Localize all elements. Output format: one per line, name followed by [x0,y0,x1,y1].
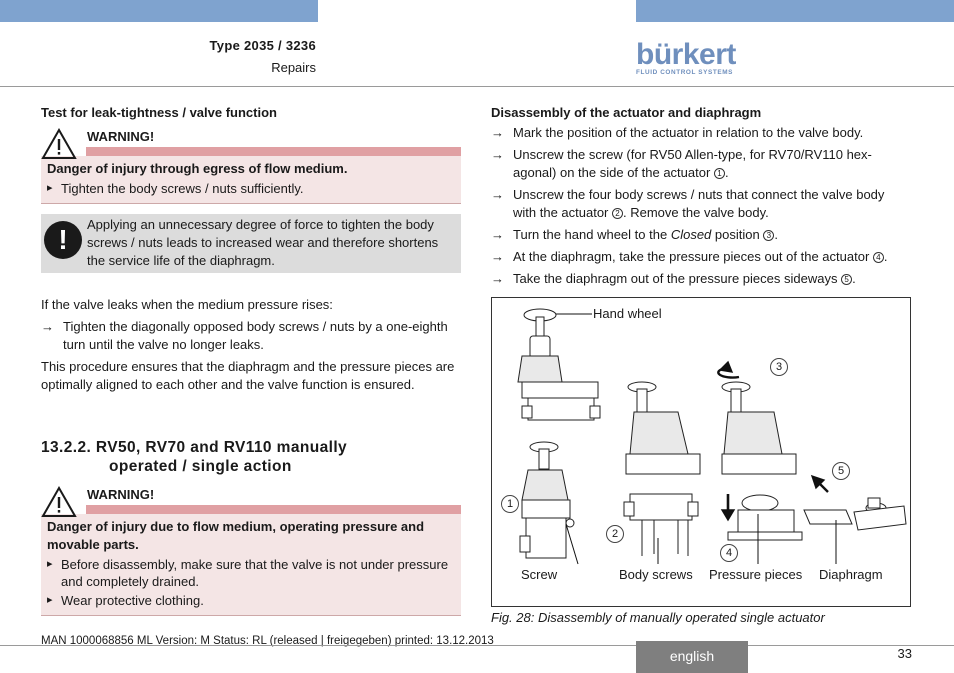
warning-instruction: ▸ Wear protective clothing. [47,592,453,609]
document-info: MAN 1000068856 ML Version: M Status: RL (released | freigegeben) printed: 13.12.2013 [41,635,494,647]
warning-header-2 [41,486,461,526]
disassembly-step [491,124,911,142]
arrow-icon: → [491,271,504,286]
section-title-line1: RV50, RV70 and RV110 manually [95,439,348,456]
step-tail: . [724,165,729,180]
section-heading [41,438,461,476]
step-text: Take the diaphragm out of the pressure pieces sideways [513,271,838,286]
step-number-badge: 1 [714,168,725,179]
warning-bar [86,505,461,514]
note-box [41,214,461,273]
section-title-line2: operated / single action [109,458,292,475]
footer-divider [0,645,954,646]
warning-instruction: ▸ Before disassembly, make sure that the valve is not under pressure and completely drained. [47,556,453,590]
step-text-cont: position [714,227,760,242]
callout-4: 4 [720,544,738,562]
label-pressure-pieces: Pressure pieces [709,567,803,582]
note-text: Applying an unnecessary degree of force to tighten the body screws / nuts leads to increased wear and therefore shortens the service life of the diaphragm. [87,217,439,268]
arrow-icon: → [491,147,504,162]
leak-test-heading: Test for leak-tightness / valve function [41,105,277,120]
warning-label: WARNING! [87,487,155,502]
disassembly-step [491,146,911,182]
leak-step [41,318,461,354]
warning-bar [86,147,461,156]
arrow-icon: → [41,319,54,334]
language-tab: english [636,641,748,673]
chapter-name: Repairs [271,60,316,75]
step-emphasis: Closed [670,227,712,242]
label-hand-wheel: Hand wheel [593,306,662,321]
arrow-icon: → [491,227,504,242]
arrow-icon: → [491,249,504,264]
step-tail: . [774,227,778,242]
disassembly-figure [491,297,911,607]
warning-danger-text: Danger of injury through egress of flow medium. [47,161,348,176]
leak-step-text: Tighten the diagonally opposed body screws / nuts by a one-eighth turn until the valve no longer leaks. [63,319,448,352]
callout-3: 3 [770,358,788,376]
left-column [41,105,461,616]
header-accent-bar-left [0,0,318,22]
step-text: Unscrew the screw (for RV50 Allen-type, for RV70/RV110 hex-agonal) on the side of the actuator [513,147,872,180]
step-number-badge: 4 [873,252,884,263]
burkert-logo [636,40,736,80]
label-body-screws: Body screws [619,567,693,582]
step-text: Unscrew the four body screws / nuts that connect the valve body with the actuator [513,187,885,220]
disassembly-step [491,248,911,266]
section-number: 13.2.2. [41,439,92,456]
logo-tagline: FLUID CONTROL SYSTEMS [636,69,733,76]
step-number-badge: 5 [841,274,852,285]
warning-box-2 [41,514,461,616]
procedure-text: This procedure ensures that the diaphragm and the pressure pieces are optimally aligned to each other and the valve function is ensured. [41,359,455,392]
step-text: At the diaphragm, take the pressure pieces out of the actuator [513,249,870,264]
step-text: Mark the position of the actuator in relation to the valve body. [513,125,864,140]
disassembly-step [491,270,911,288]
warning-label: WARNING! [87,129,155,144]
page-number: 33 [897,646,912,661]
warning-header [41,128,461,168]
callout-1: 1 [501,495,519,513]
document-type-title: Type 2035 / 3236 [209,38,316,53]
label-diaphragm: Diaphragm [819,567,883,582]
warning-danger-text: Danger of injury due to flow medium, operating pressure and movable parts. [47,519,425,552]
warning-instruction: ▸ Tighten the body screws / nuts sufficiently. [47,180,453,197]
callout-5: 5 [832,462,850,480]
leak-condition-text: If the valve leaks when the medium pressure rises: [41,297,333,312]
arrow-icon: → [491,187,504,202]
disassembly-step [491,186,911,222]
step-number-badge: 2 [612,208,623,219]
step-text: Turn the hand wheel to the [513,227,668,242]
right-column [491,105,911,288]
warning-triangle-icon [41,128,77,160]
figure-caption: Fig. 28: Disassembly of manually operated single actuator [491,610,825,625]
step-tail: . Remove the valve body. [623,205,769,220]
exclamation-icon: ! [44,221,82,259]
step-tail: . [852,271,856,286]
warning-triangle-icon [41,486,77,518]
arrow-icon: → [491,125,504,140]
disassembly-step [491,226,911,244]
step-tail: . [883,249,888,264]
logo-wordmark: bürkert [636,38,736,71]
step-number-badge: 3 [763,230,774,241]
header-accent-bar-right [636,0,954,22]
disassembly-heading: Disassembly of the actuator and diaphragm [491,105,762,120]
disassembly-illustration [492,298,910,606]
label-screw: Screw [521,567,558,582]
header-divider [0,86,954,87]
callout-2: 2 [606,525,624,543]
